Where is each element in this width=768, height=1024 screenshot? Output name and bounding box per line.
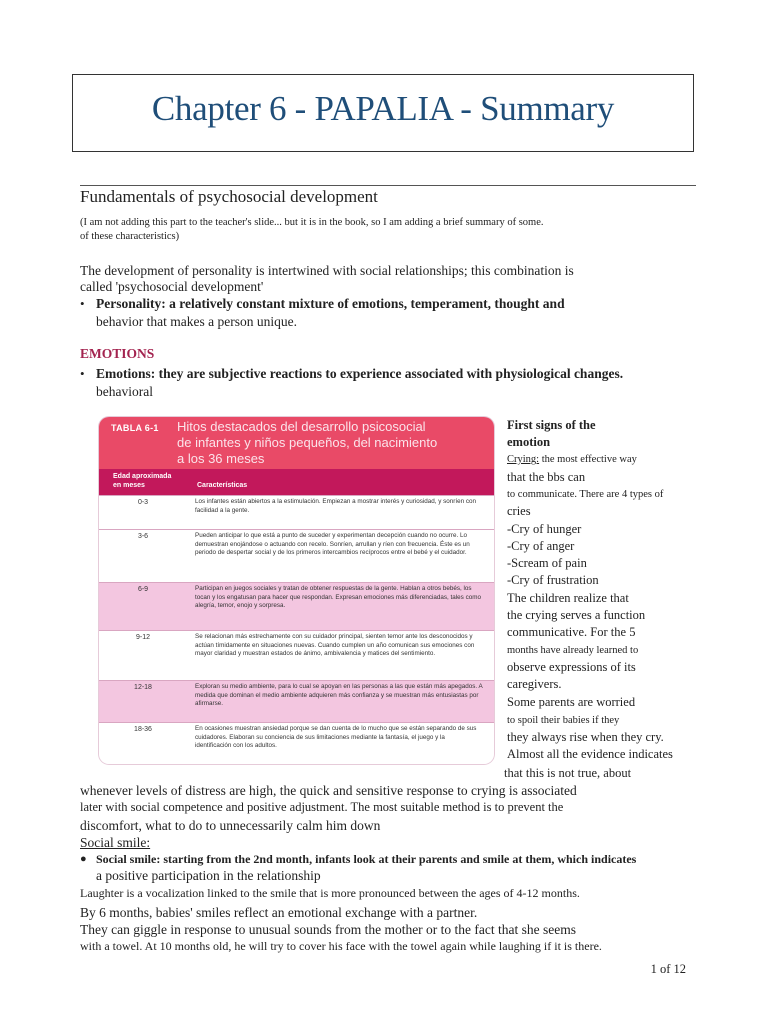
row-desc: En ocasiones muestran ansiedad porque se dan cuenta de lo mucho que se están separando de sus cuidadores. Elaboran su conciencia de sus limitaciones mediante la fantasía, el juego y la identificación con los adultos. xyxy=(195,725,477,750)
row-age: 6-9 xyxy=(137,586,149,593)
side-line: cries xyxy=(507,504,531,518)
table-title-line: Hitos destacados del desarrollo psicosocial xyxy=(177,419,426,434)
row-age: 0-3 xyxy=(137,499,149,506)
side-line: -Scream of pain xyxy=(507,556,587,570)
after-line-3: discomfort, what to do to unnecessarily calm him down xyxy=(80,818,381,833)
closing-line-2: By 6 months, babies' smiles reflect an emotional exchange with a partner. xyxy=(80,905,478,920)
table-row xyxy=(99,630,494,681)
side-line: that the bbs can xyxy=(507,470,586,484)
side-line: communicative. For the 5 xyxy=(507,625,636,639)
side-line: to communicate. There are 4 types of xyxy=(507,489,664,500)
note-line-2: of these characteristics) xyxy=(80,231,180,242)
col-age-line: en meses xyxy=(113,482,145,489)
table-row xyxy=(99,495,494,530)
emotions-heading: EMOTIONS xyxy=(80,346,155,361)
intro-line-2: called 'psychosocial development' xyxy=(80,279,264,294)
side-heading-2: emotion xyxy=(507,435,551,449)
row-desc: Exploran su medio ambiente, para lo cual se apoyan en las personas a las que están más apegados. A medida que dominan el medio ambiente adquieren más confianza y se muestran más entusiastas por afirmarse. xyxy=(195,683,483,708)
social-smile-heading: Social smile: xyxy=(80,835,151,850)
after-line-1: whenever levels of distress are high, the quick and sensitive response to crying is associated xyxy=(80,783,577,798)
table-row xyxy=(99,680,494,723)
table-header xyxy=(99,417,494,469)
emotions-rest: behavioral xyxy=(96,384,153,399)
row-age: 3-6 xyxy=(137,533,149,540)
row-desc: Los infantes están abiertos a la estimulación. Empiezan a mostrar interés y curiosidad, y sonríen con facilidad a la gente. xyxy=(195,498,477,514)
side-line: they always rise when they cry. xyxy=(507,730,664,744)
side-heading-1: First signs of the xyxy=(507,418,596,432)
col-age-header xyxy=(113,472,171,490)
table-row xyxy=(99,582,494,631)
side-tail: that this is not true, about xyxy=(504,766,632,780)
col-age-line: Edad aproximada xyxy=(113,473,172,480)
after-line-2: later with social competence and positive adjustment. The most suitable method is to prevent the xyxy=(80,800,564,814)
side-line: the crying serves a function xyxy=(507,608,646,622)
row-desc: Participan en juegos sociales y tratan de obtener respuestas de la gente. Hablan a otros bebés, los tocan y los engatusan para hacer que respondan. Expresan emociones más diferenciadas, tales como alegría, temor, enojo y sorpresa. xyxy=(195,585,481,610)
side-line: The children realize that xyxy=(507,591,629,605)
table-row xyxy=(99,722,494,764)
personality-bold: Personality: a relatively constant mixture of emotions, temperament, thought and xyxy=(96,296,565,311)
table-title-line: de infantes y niños pequeños, del nacimiento xyxy=(177,435,438,450)
crying-label: Crying: xyxy=(507,454,540,465)
table-title xyxy=(177,419,437,467)
side-line: caregivers. xyxy=(507,677,562,691)
side-line: -Cry of hunger xyxy=(507,522,582,536)
bullet-icon: • xyxy=(80,296,85,311)
row-age: 18-36 xyxy=(134,726,152,733)
section-divider xyxy=(80,185,696,186)
emotions-bullet xyxy=(80,365,624,382)
table-title-line: a los 36 meses xyxy=(177,451,265,466)
personality-rest: behavior that makes a person unique. xyxy=(96,314,297,329)
social-smile-bullet xyxy=(80,851,637,868)
emotions-bold: Emotions: they are subjective reactions to experience associated with physiological changes. xyxy=(96,366,624,381)
side-crying xyxy=(507,451,637,468)
page-title: Chapter 6 - PAPALIA - Summary xyxy=(151,89,615,128)
social-smile-rest: a positive participation in the relationship xyxy=(96,868,321,883)
row-desc: Se relacionan más estrechamente con su cuidador principal, sienten temor ante los desconocidos y actúan tímidamente en situaciones nuevas. Cuando cumplen un año comunican sus emociones con mayor claridad y muestran estados de ánimo, ambivalencia y matices del sentimiento. xyxy=(195,633,475,658)
closing-line-4: with a towel. At 10 months old, he will try to cover his face with the towel again while laughing if it is there. xyxy=(80,939,602,953)
side-line: months have already learned to xyxy=(507,645,639,656)
col-desc-header: Características xyxy=(197,482,248,489)
side-line: to spoil their babies if they xyxy=(507,715,620,726)
row-desc: Pueden anticipar lo que está a punto de suceder y experimentan decepción cuando no ocurre. Lo demuestran enojándose o actuando con recelo. Sonríen, arrullan y ríen con frecuencia. Éste es un periodo de despertar social y de los primeros intercambios recíprocos entre el bebé y el cuidador. xyxy=(195,532,470,557)
crying-rest: the most effective way xyxy=(539,454,637,465)
side-line: -Cry of frustration xyxy=(507,573,599,587)
side-line: observe expressions of its xyxy=(507,660,636,674)
title-box xyxy=(72,74,694,152)
side-line: -Cry of anger xyxy=(507,539,575,553)
milestones-table xyxy=(99,417,494,764)
side-line: Almost all the evidence indicates xyxy=(507,747,673,761)
page-number: 1 of 12 xyxy=(650,962,686,976)
closing-line-3: They can giggle in response to unusual sounds from the mother or to the fact that she seems xyxy=(80,922,577,937)
note-line-1: (I am not adding this part to the teacher's slide... but it is in the book, so I am adding a brief summary of some. xyxy=(80,217,544,228)
social-smile-bold: Social smile: starting from the 2nd month, infants look at their parents and smile at them, which indicates xyxy=(96,852,637,866)
bullet-icon: ● xyxy=(80,853,87,865)
bullet-icon: • xyxy=(80,366,85,381)
row-age: 9-12 xyxy=(135,634,150,641)
row-age: 12-18 xyxy=(134,684,152,691)
table-column-header xyxy=(99,469,494,495)
table-row xyxy=(99,529,494,583)
closing-line-1: Laughter is a vocalization linked to the smile that is more pronounced between the ages of 4-12 months. xyxy=(80,886,580,900)
section-title: Fundamentals of psychosocial development xyxy=(80,187,378,206)
table-tag: TABLA 6-1 xyxy=(111,423,159,433)
side-line: Some parents are worried xyxy=(507,695,636,709)
personality-bullet xyxy=(80,295,565,312)
intro-line-1: The development of personality is intertwined with social relationships; this combination is xyxy=(80,263,574,278)
